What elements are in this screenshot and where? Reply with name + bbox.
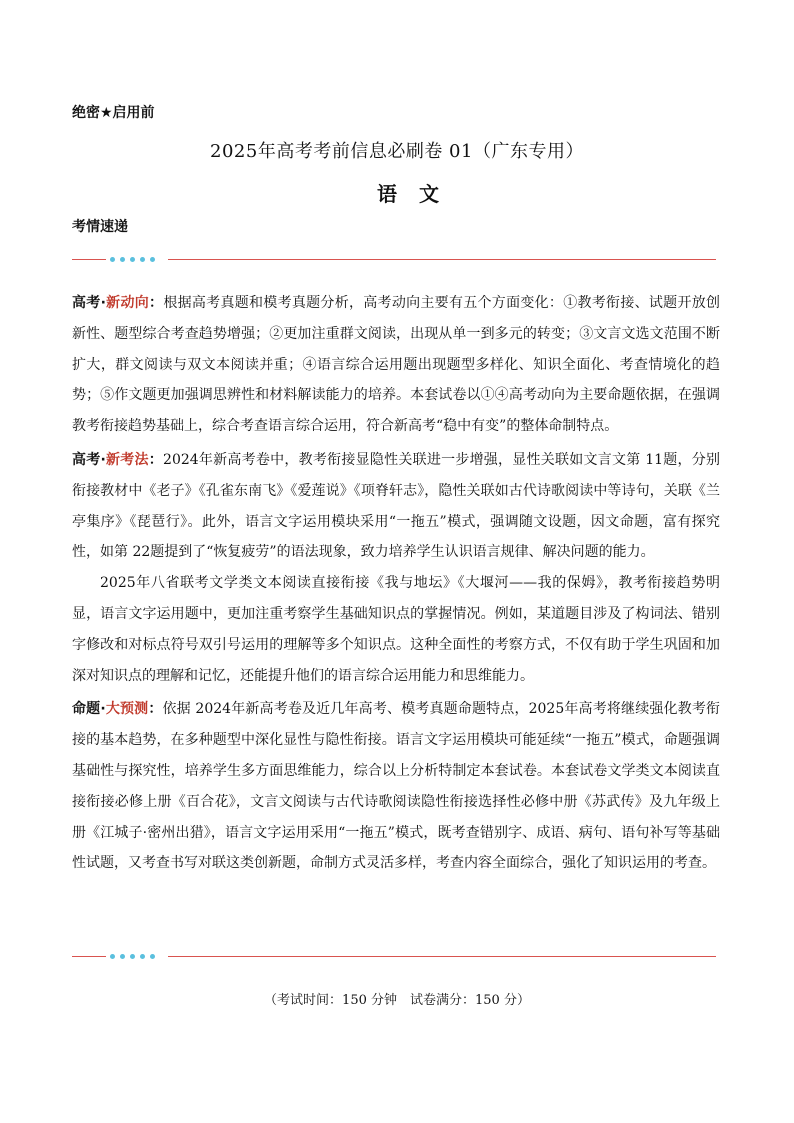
label-highlight: 大预测 bbox=[105, 701, 149, 718]
label-prefix: 命题· bbox=[72, 701, 106, 718]
label-highlight: 新考法 bbox=[105, 451, 149, 468]
divider-dots bbox=[110, 953, 160, 961]
confidential-mark: 绝密★启用前 bbox=[72, 105, 155, 121]
paragraph-new-trend: 高考·新动向：根据高考真题和模考真题分析，高考动向主要有五个方面变化：①教考衔接、试题开放创新性、题型综合考查趋势增强；②更加注重群文阅读，出现从单一到多元的转变；③文言文选文范围不断扩大，群文阅读与双文本阅读并重；④语言综合运用题出现题型多样化、知识全面化、考查情境化的趋势；⑤作文题更加强调思辨性和材料解读能力的培养。本套试卷以①④高考动向为主要命题依据，在强调教考衔接趋势基础上，综合考查语言综合运用，符合新高考“稳中有变”的整体命制特点。 bbox=[72, 295, 721, 435]
exam-time-info: （考试时间：150 分钟 试卷满分：150 分） bbox=[264, 993, 530, 1008]
paragraph-text: 依据 2024年新高考卷及近几年高考、模考真题命题特点，2025年高考将继续强化教考衔接的基本趋势，在多种题型中深化显性与隐性衔接。语言文字运用模块可能延续“一拖五”模式，命题强调基础性与探究性，培养学生多方面思维能力，综合以上分析特制定本套试卷。本套试卷文学类文本阅读直接衔接必修上册《百合花》，文言文阅读与古代诗歌阅读隐性衔接选择性必修中册《苏武传》及九年级上册《江城子·密州出猎》，语言文字运用采用“一拖五”模式，既考查错别字、成语、病句、语句补写等基础性试题，又考查书写对联这类创新题，命制方式灵活多样，考查内容全面综合，强化了知识运用的考查。 bbox=[72, 701, 721, 872]
paragraph-new-method: 高考·新考法：2024年新高考卷中，教考衔接显隐性关联进一步增强，显性关联如文言文第 11题，分别衔接教材中《老子》《孔雀东南飞》《爱莲说》《项脊轩志》，隐性关联如古代诗歌阅读中等诗句，关联《兰亭集序》《琵琶行》。此外，语言文字运用模块采用“一拖五”模式，强调随文设题，因文命题，富有探究性，如第 22题提到了“恢复疲劳”的语法现象，致力培养学生认识语言规律、解决问题的能力。 bbox=[72, 451, 720, 561]
intro-body bbox=[72, 288, 720, 879]
subject-title: 语文 bbox=[377, 182, 461, 206]
paragraph-joint-exam bbox=[72, 568, 720, 691]
section-heading: 考情速递 bbox=[72, 219, 128, 235]
exam-title: 2025年高考考前信息必刷卷 01（广东专用） bbox=[210, 141, 584, 162]
paragraph-prediction: 命题·大预测：依据 2024年新高考卷及近几年高考、模考真题命题特点，2025年高考将继续强化教考衔接的基本趋势，在多种题型中深化显性与隐性衔接。语言文字运用模块可能延续“一拖五”模式，命题强调基础性与探究性，培养学生多方面思维能力，综合以上分析特制定本套试卷。本套试卷文学类文本阅读直接衔接必修上册《百合花》，文言文阅读与古代诗歌阅读隐性衔接选择性必修中册《苏武传》及九年级上册《江城子·密州出猎》，语言文字运用采用“一拖五”模式，既考查错别字、成语、病句、语句补写等基础性试题，又考查书写对联这类创新题，命制方式灵活多样，考查内容全面综合，强化了知识运用的考查。 bbox=[72, 701, 721, 872]
divider-dots bbox=[110, 256, 160, 264]
label-prefix: 高考· bbox=[72, 295, 106, 311]
divider-line-left bbox=[72, 956, 106, 957]
divider-line-right bbox=[168, 259, 716, 260]
divider-line-left bbox=[72, 259, 106, 260]
label-prefix: 高考· bbox=[72, 451, 106, 468]
top-divider bbox=[72, 255, 716, 265]
label-highlight: 新动向 bbox=[105, 295, 150, 311]
divider-line-right bbox=[168, 956, 716, 957]
paragraph-text: 2025年八省联考文学类文本阅读直接衔接《我与地坛》《大堰河——我的保姆》，教考衔接趋势明显，语言文字运用题中，更加注重考察学生基础知识点的掌握情况。例如，某道题目涉及了构词法、错别字修改和对标点符号双引号运用的理解等多个知识点。这种全面性的考察方式，不仅有助于学生巩固和加深对知识点的理解和记忆，还能提升他们的语言综合运用能力和思维能力。 bbox=[72, 575, 720, 684]
paragraph-text: 2024年新高考卷中，教考衔接显隐性关联进一步增强，显性关联如文言文第 11题，分别衔接教材中《老子》《孔雀东南飞》《爱莲说》《项脊轩志》，隐性关联如古代诗歌阅读中等诗句，关联《兰亭集序》《琵琶行》。此外，语言文字运用模块采用“一拖五”模式，强调随文设题，因文命题，富有探究性，如第 22题提到了“恢复疲劳”的语法现象，致力培养学生认识语言规律、解决问题的能力。 bbox=[72, 451, 720, 561]
bottom-divider bbox=[72, 952, 716, 962]
paragraph-text: 根据高考真题和模考真题分析，高考动向主要有五个方面变化：①教考衔接、试题开放创新性、题型综合考查趋势增强；②更加注重群文阅读，出现从单一到多元的转变；③文言文选文范围不断扩大，群文阅读与双文本阅读并重；④语言综合运用题出现题型多样化、知识全面化、考查情境化的趋势；⑤作文题更加强调思辨性和材料解读能力的培养。本套试卷以①④高考动向为主要命题依据，在强调教考衔接趋势基础上，综合考查语言综合运用，符合新高考“稳中有变”的整体命制特点。 bbox=[72, 295, 721, 435]
